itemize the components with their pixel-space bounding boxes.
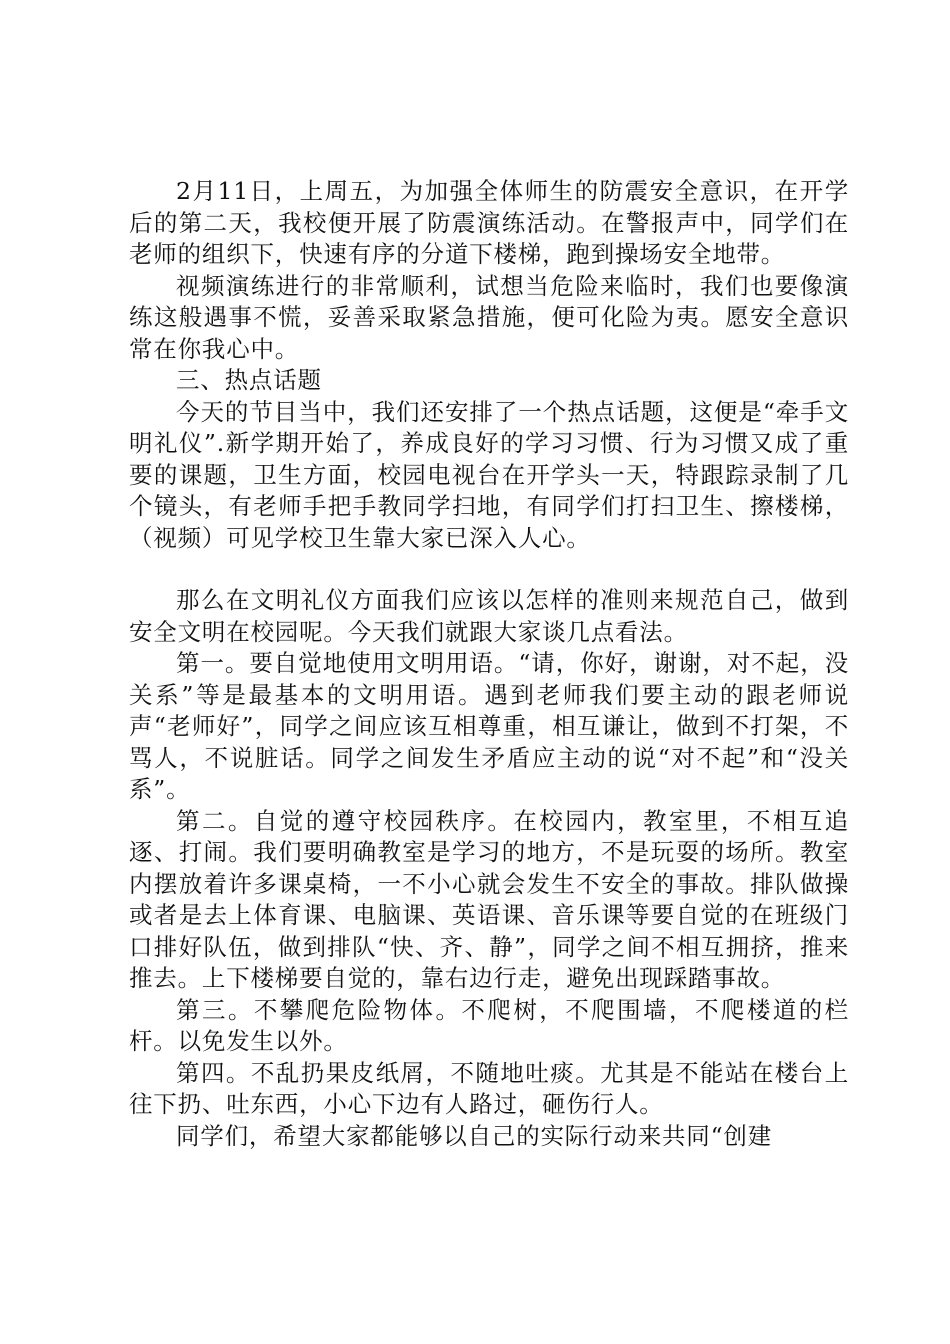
paragraph-drill-intro: 2月11日，上周五，为加强全体师生的防震安全意识，在开学后的第二天，我校便开展了防震演练活动。在警报声中，同学们在老师的组织下，快速有序的分道下楼梯，跑到操场安全地带。 [129,177,849,268]
section-heading-hot-topic: 三、热点话题 [176,366,322,394]
paragraph-point-two: 第二。自觉的遵守校园秩序。在校园内，教室里，不相互追逐、打闹。我们要明确教室是学习的地方，不是玩耍的场所。教室内摆放着许多课桌椅，一不小心就会发生不安全的事故。排队做操或者是去上体育课、电脑课、英语课、音乐课等要自觉的在班级门口排好队伍，做到排队“快、齐、静”，同学之间不相互拥挤，推来推去。上下楼梯要自觉的，靠右边行走，避免出现踩踏事故。 [129,806,849,992]
paragraph-point-one: 第一。要自觉地使用文明用语。“请，你好，谢谢，对不起，没关系”等是最基本的文明用语。遇到老师我们要主动的跟老师说声“老师好”，同学之间应该互相尊重，相互谦让，做到不打架，不骂人，不说脏话。同学之间发生矛盾应主动的说“对不起”和“没关系”。 [129,649,849,803]
paragraph-closing: 同学们，希望大家都能够以自己的实际行动来共同“创建 [176,1121,773,1150]
paragraph-hot-topic: 今天的节目当中，我们还安排了一个热点话题，这便是“牵手文明礼仪”.新学期开始了，养成良好的学习习惯、行为习惯又成了重要的课题，卫生方面，校园电视台在开学头一天，特跟踪录制了几个镜头，有老师手把手教同学扫地，有同学们打扫卫生、擦楼梯，（视频）可见学校卫生靠大家已深入人心。 [129,397,849,552]
paragraph-point-four: 第四。不乱扔果皮纸屑，不随地吐痰。尤其是不能站在楼台上往下扔、吐东西，小心下边有人路过，砸伤行人。 [129,1058,849,1118]
paragraph-etiquette-intro: 那么在文明礼仪方面我们应该以怎样的准则来规范自己，做到安全文明在校园呢。今天我们就跟大家谈几点看法。 [129,586,849,646]
document-body [129,176,849,1152]
paragraph-drill-summary: 视频演练进行的非常顺利，试想当危险来临时，我们也要像演练这般遇事不慌，妥善采取紧急措施，便可化险为夷。愿安全意识常在你我心中。 [129,271,849,363]
paragraph-point-three: 第三。不攀爬危险物体。不爬树，不爬围墙，不爬楼道的栏杆。以免发生以外。 [129,995,849,1055]
